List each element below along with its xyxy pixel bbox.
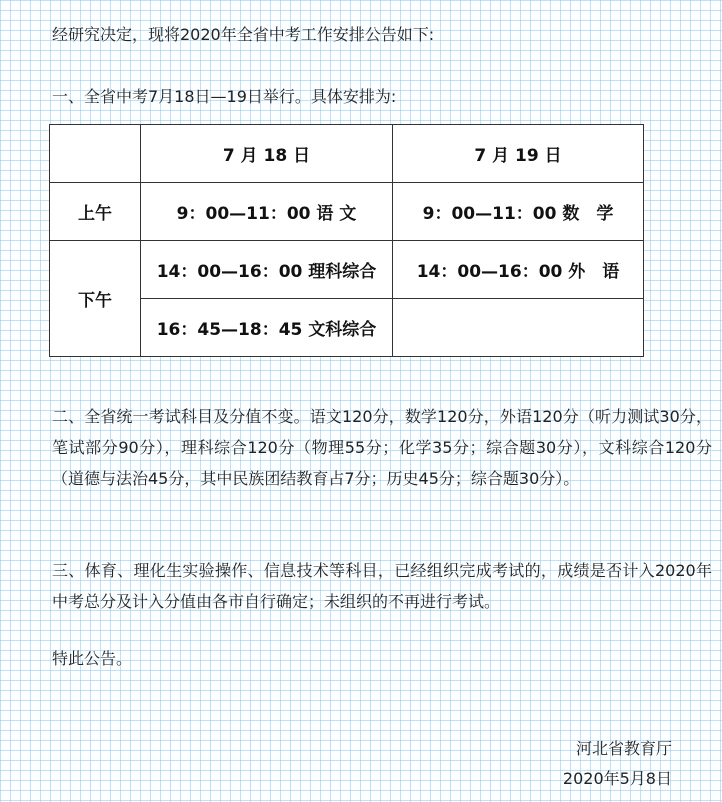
morning-label-cell: 上午 xyxy=(50,183,141,241)
table-row-morning xyxy=(50,183,644,241)
issuer-signature: 河北省教育厅 xyxy=(575,739,672,758)
afternoon-1-day1-cell: 14：00—16：00 理科综合 xyxy=(141,241,393,299)
exam-schedule-table xyxy=(49,124,644,357)
closing-text: 特此公告。 xyxy=(52,649,133,668)
table-row-afternoon-1 xyxy=(50,241,644,299)
afternoon-2-day1-cell: 16：45—18：45 文科综合 xyxy=(141,299,393,357)
afternoon-2-day2-cell xyxy=(393,299,644,357)
header-day1-cell: 7 月 18 日 xyxy=(141,125,393,183)
section-1-heading: 一、全省中考7月18日—19日举行。具体安排为: xyxy=(52,87,397,106)
issue-date: 2020年5月8日 xyxy=(562,769,672,788)
afternoon-1-day2-cell: 14：00—16：00 外 语 xyxy=(393,241,644,299)
header-day2-cell: 7 月 19 日 xyxy=(393,125,644,183)
section-2-paragraph: 二、全省统一考试科目及分值不变。语文120分，数学120分，外语120分（听力测试30分，笔试部分90分），理科综合120分（物理55分；化学35分；综合题30分），文科综合120分（道德与法治45分，其中民族团结教育占7分；历史45分；综合题30分）。 xyxy=(52,407,712,488)
morning-day2-cell: 9：00—11：00 数 学 xyxy=(393,183,644,241)
section-3-paragraph: 三、体育、理化生实验操作、信息技术等科目，已经组织完成考试的，成绩是否计入2020年中考总分及计入分值由各市自行确定；未组织的不再进行考试。 xyxy=(52,561,712,611)
table-header-row xyxy=(50,125,644,183)
intro-text: 经研究决定，现将2020年全省中考工作安排公告如下: xyxy=(52,25,435,44)
header-corner-cell xyxy=(50,125,141,183)
morning-day1-cell: 9：00—11：00 语 文 xyxy=(141,183,393,241)
afternoon-label-cell: 下午 xyxy=(50,241,141,357)
